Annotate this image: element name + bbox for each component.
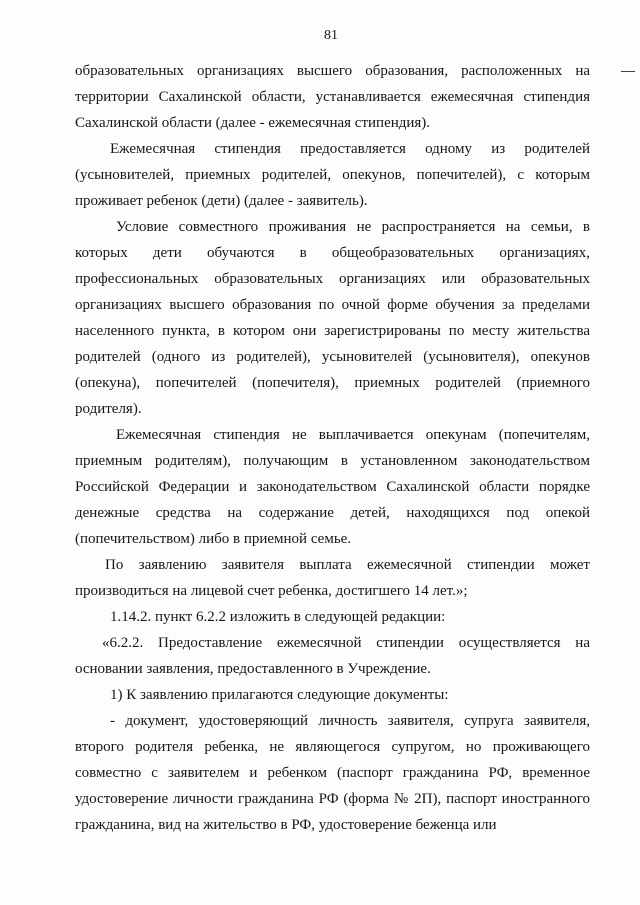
- paragraph-identity-document: - документ, удостоверяющий личность заявителя, супруга заявителя, второго родителя ребенка, не являющегося супругом, но проживающего совместно с заявителем и ребенком (паспорт гражданина РФ, временное удостоверение личности гражданина РФ (форма № 2П), паспорт иностранного гражданина, вид на жительство в РФ, удостоверение беженца или: [75, 713, 590, 833]
- paragraph-amendment-clause: 1.14.2. пункт 6.2.2 изложить в следующей редакции:: [110, 609, 446, 625]
- paragraph-continuation: образовательных организациях высшего образования, расположенных на территории Сахалинской области, устанавливается ежемесячная стипендия Сахалинской области (далее - ежемесячная стипендия).: [75, 63, 590, 131]
- paragraph-clause-6-2-2: «6.2.2. Предоставление ежемесячной стипендии осуществляется на основании заявления, предоставленного в Учреждение.: [75, 635, 590, 677]
- page-number: 81: [324, 28, 338, 43]
- paragraph-not-paid-to-guardians: Ежемесячная стипендия не выплачивается опекунам (попечителям, приемным родителям), получающим в установленном законодательством Российской Федерации и законодательством Сахалинской области порядке денежные средства на содержание детей, находящихся под опекой (попечительством) либо в приемной семье.: [75, 427, 590, 547]
- paragraph-attached-documents: 1) К заявлению прилагаются следующие документы:: [110, 687, 449, 703]
- margin-mark: [621, 71, 635, 72]
- document-body: [75, 58, 590, 838]
- paragraph-personal-account: По заявлению заявителя выплата ежемесячной стипендии может производиться на лицевой счет ребенка, достигшего 14 лет.»;: [75, 557, 590, 599]
- paragraph-stipend-recipient: Ежемесячная стипендия предоставляется одному из родителей (усыновителей, приемных родителей, опекунов, попечителей), с которым проживает ребенок (дети) (далее - заявитель).: [75, 141, 590, 209]
- paragraph-cohabitation-condition: Условие совместного проживания не распространяется на семьи, в которых дети обучаются в общеобразовательных организациях, профессиональных образовательных организациях или образовательных организациях высшего образования по очной форме обучения за пределами населенного пункта, в котором они зарегистрированы по месту жительства родителей (одного из родителей), усыновителей (усыновителя), опекунов (опекуна), попечителей (попечителя), приемных родителей (приемного родителя).: [75, 219, 590, 417]
